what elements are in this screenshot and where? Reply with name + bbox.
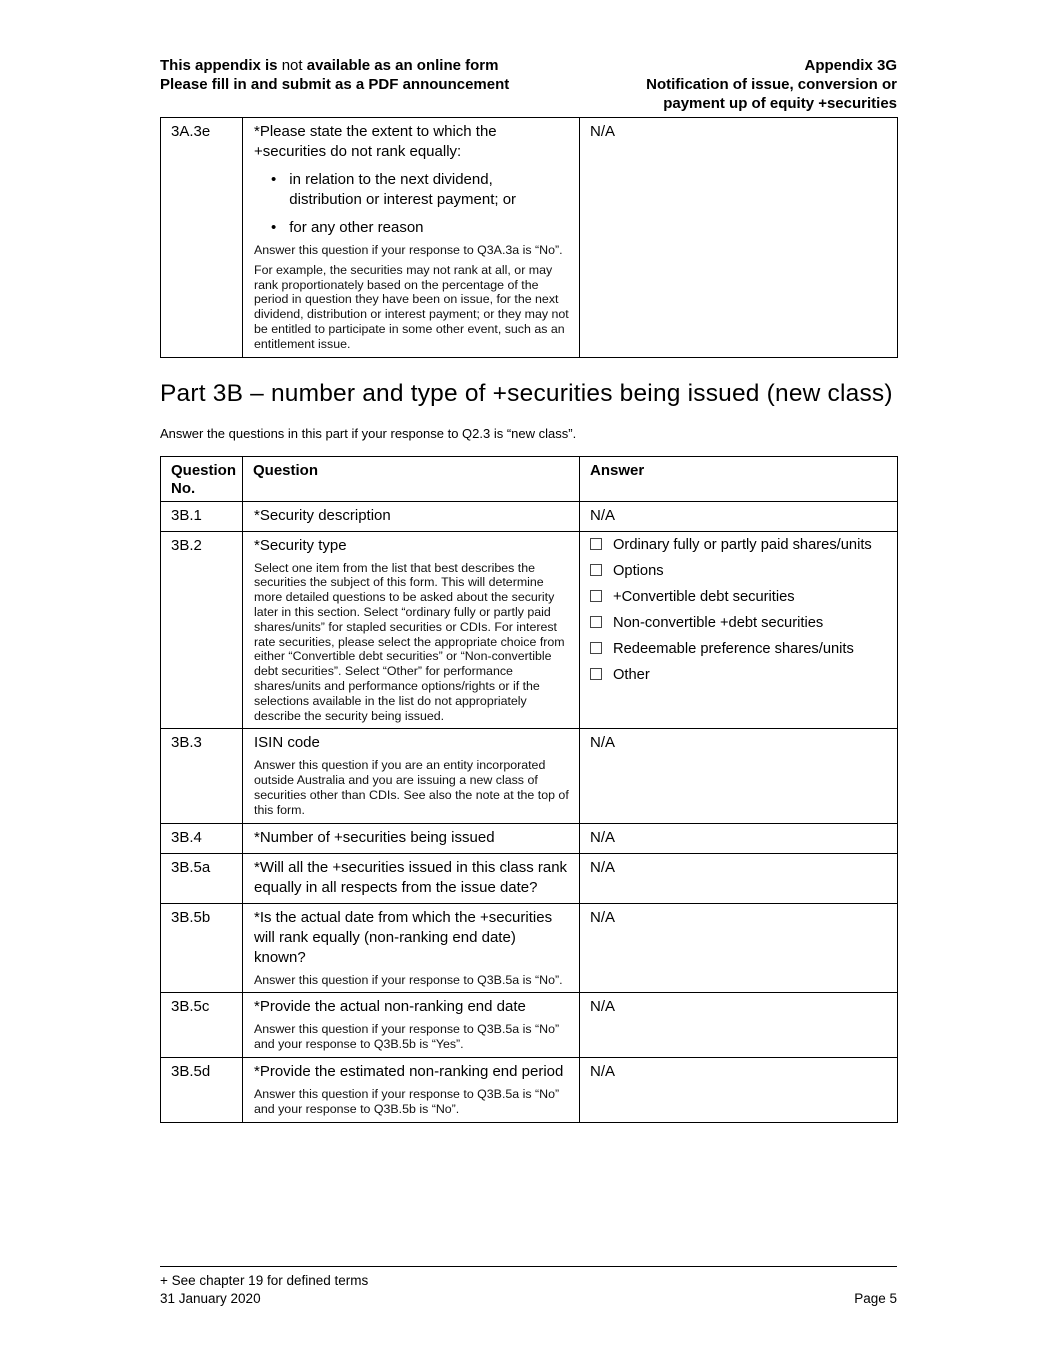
bullet-text: in relation to the next dividend, distribution or interest payment; or xyxy=(289,171,517,208)
question-number: 3B.2 xyxy=(161,531,243,729)
table-row xyxy=(161,1057,898,1122)
question-note: Answer this question if your response to Q3A.3a is “No”. xyxy=(254,243,563,257)
option-label: Options xyxy=(613,562,664,579)
question-number: 3B.4 xyxy=(161,823,243,853)
answer-cell: N/A xyxy=(580,823,898,853)
question-number: 3A.3e xyxy=(161,118,243,358)
security-type-option xyxy=(590,588,889,607)
appendix-number: Appendix 3G xyxy=(804,57,897,74)
security-type-option xyxy=(590,640,889,659)
page-footer xyxy=(160,1266,897,1308)
option-label: Non-convertible +debt securities xyxy=(613,614,824,631)
question-text: *Please state the extent to which the +securities do not rank equally: xyxy=(254,123,497,160)
column-header-question-no: Question No. xyxy=(161,456,243,501)
question-text: *Is the actual date from which the +securities will rank equally (non-ranking end date) known? xyxy=(254,908,553,966)
question-note: Answer this question if your response to Q3B.5a is “No”. xyxy=(254,972,563,987)
checkbox-icon[interactable] xyxy=(590,538,602,550)
checkbox-icon[interactable] xyxy=(590,564,602,576)
header-text: available as an online form xyxy=(306,57,499,74)
answer-cell: N/A xyxy=(580,993,898,1058)
question-text: *Security description xyxy=(254,506,391,524)
question-cell xyxy=(243,903,580,993)
section-title: Part 3B – number and type of +securities being issued (new class) xyxy=(160,379,893,407)
security-type-option xyxy=(590,614,889,633)
question-cell xyxy=(243,531,580,729)
table-row xyxy=(161,729,898,823)
section-intro: Answer the questions in this part if your response to Q2.3 is “new class”. xyxy=(160,425,577,441)
header-title xyxy=(646,56,897,113)
security-type-option xyxy=(590,666,889,685)
header-text-not: not xyxy=(281,57,303,74)
table-row xyxy=(161,903,898,993)
security-type-option xyxy=(590,536,889,555)
answer-cell: N/A xyxy=(580,1057,898,1122)
question-text: *Number of +securities being issued xyxy=(254,828,495,846)
bullet-icon: • xyxy=(271,171,277,188)
option-label: Redeemable preference shares/units xyxy=(613,640,854,657)
question-cell xyxy=(243,853,580,903)
question-note: Answer this question if your response to Q3B.5a is “No” and your response to Q3B.5b is “No”. xyxy=(254,1086,560,1116)
question-text: ISIN code xyxy=(254,734,320,752)
checkbox-icon[interactable] xyxy=(590,616,602,628)
security-type-option xyxy=(590,562,889,581)
table-3b xyxy=(160,456,898,1123)
question-text: *Provide the actual non-ranking end date xyxy=(254,998,526,1016)
table-row xyxy=(161,531,898,729)
checkbox-icon[interactable] xyxy=(590,668,602,680)
question-text: *Provide the estimated non-ranking end period xyxy=(254,1062,564,1080)
footer-page-number: Page 5 xyxy=(854,1291,897,1306)
question-note: Answer this question if you are an entity incorporated outside Australia and you are issuing a new class of securities other than CDIs. See also the note at the top of this form. xyxy=(254,758,569,817)
table-row xyxy=(161,853,898,903)
question-cell xyxy=(243,729,580,823)
question-note: Answer this question if your response to Q3B.5a is “No” and your response to Q3B.5b is “Yes”. xyxy=(254,1022,560,1052)
answer-cell: N/A xyxy=(580,729,898,823)
header-instruction-line1 xyxy=(160,56,509,75)
question-number: 3B.3 xyxy=(161,729,243,823)
answer-cell xyxy=(580,531,898,729)
checkbox-icon[interactable] xyxy=(590,590,602,602)
table-row xyxy=(161,823,898,853)
list-item xyxy=(254,170,569,210)
page-header xyxy=(160,0,897,113)
answer-cell: N/A xyxy=(580,903,898,993)
list-item xyxy=(254,218,569,238)
answer-cell: N/A xyxy=(580,853,898,903)
question-text: *Security type xyxy=(254,536,347,554)
table-row xyxy=(161,501,898,531)
table-row xyxy=(161,993,898,1058)
appendix-title-line1: Notification of issue, conversion or xyxy=(646,76,897,93)
option-label: Ordinary fully or partly paid shares/units xyxy=(613,536,872,553)
question-number: 3B.5b xyxy=(161,903,243,993)
question-cell xyxy=(243,118,580,358)
footer-date: 31 January 2020 xyxy=(160,1291,261,1306)
header-instructions xyxy=(160,56,509,113)
question-note: Select one item from the list that best describes the securities the subject of this form. This will determine more detailed questions to be asked about the security later in this section. Select “ordinary fully or partly paid shares/units” for stapled securities or CDIs. For interest rate securities, please select the appropriate choice from either “Convertible debt securities” or “Non-convertible debt securities”. Select “Other” for performance shares/units and performance options/rights or if the selections available in the list do not appropriately describe the security being issued. xyxy=(254,560,565,723)
footer-divider xyxy=(160,1266,897,1267)
header-instruction-line2: Please fill in and submit as a PDF announcement xyxy=(160,76,510,93)
question-number: 3B.5c xyxy=(161,993,243,1058)
table-header-row xyxy=(161,456,898,501)
question-number: 3B.1 xyxy=(161,501,243,531)
page-content xyxy=(160,0,897,1123)
bullet-icon: • xyxy=(271,219,277,236)
column-header-question: Question xyxy=(243,456,580,501)
header-text: This appendix is xyxy=(160,57,278,74)
answer-cell: N/A xyxy=(580,118,898,358)
option-label: +Convertible debt securities xyxy=(613,588,795,605)
option-label: Other xyxy=(613,666,650,683)
footer-defined-terms: + See chapter 19 for defined terms xyxy=(160,1273,369,1288)
question-note: For example, the securities may not rank at all, or may rank proportionately based on the percentage of the period in question they have been on issue, for the next dividend, distribution or interest payment; or they may not be entitled to participate in some other event, such as an entitlement issue. xyxy=(254,262,569,351)
question-cell xyxy=(243,1057,580,1122)
checkbox-icon[interactable] xyxy=(590,642,602,654)
question-cell xyxy=(243,823,580,853)
appendix-title-line2: payment up of equity +securities xyxy=(663,95,897,112)
question-number: 3B.5d xyxy=(161,1057,243,1122)
question-cell xyxy=(243,501,580,531)
table-3a-continuation xyxy=(160,117,898,358)
question-cell xyxy=(243,993,580,1058)
question-text: *Will all the +securities issued in this class rank equally in all respects from the issue date? xyxy=(254,858,568,896)
question-number: 3B.5a xyxy=(161,853,243,903)
bullet-text: for any other reason xyxy=(289,219,424,236)
footer-row xyxy=(160,1290,897,1308)
table-row xyxy=(161,118,898,358)
answer-cell: N/A xyxy=(580,501,898,531)
column-header-answer: Answer xyxy=(580,456,898,501)
